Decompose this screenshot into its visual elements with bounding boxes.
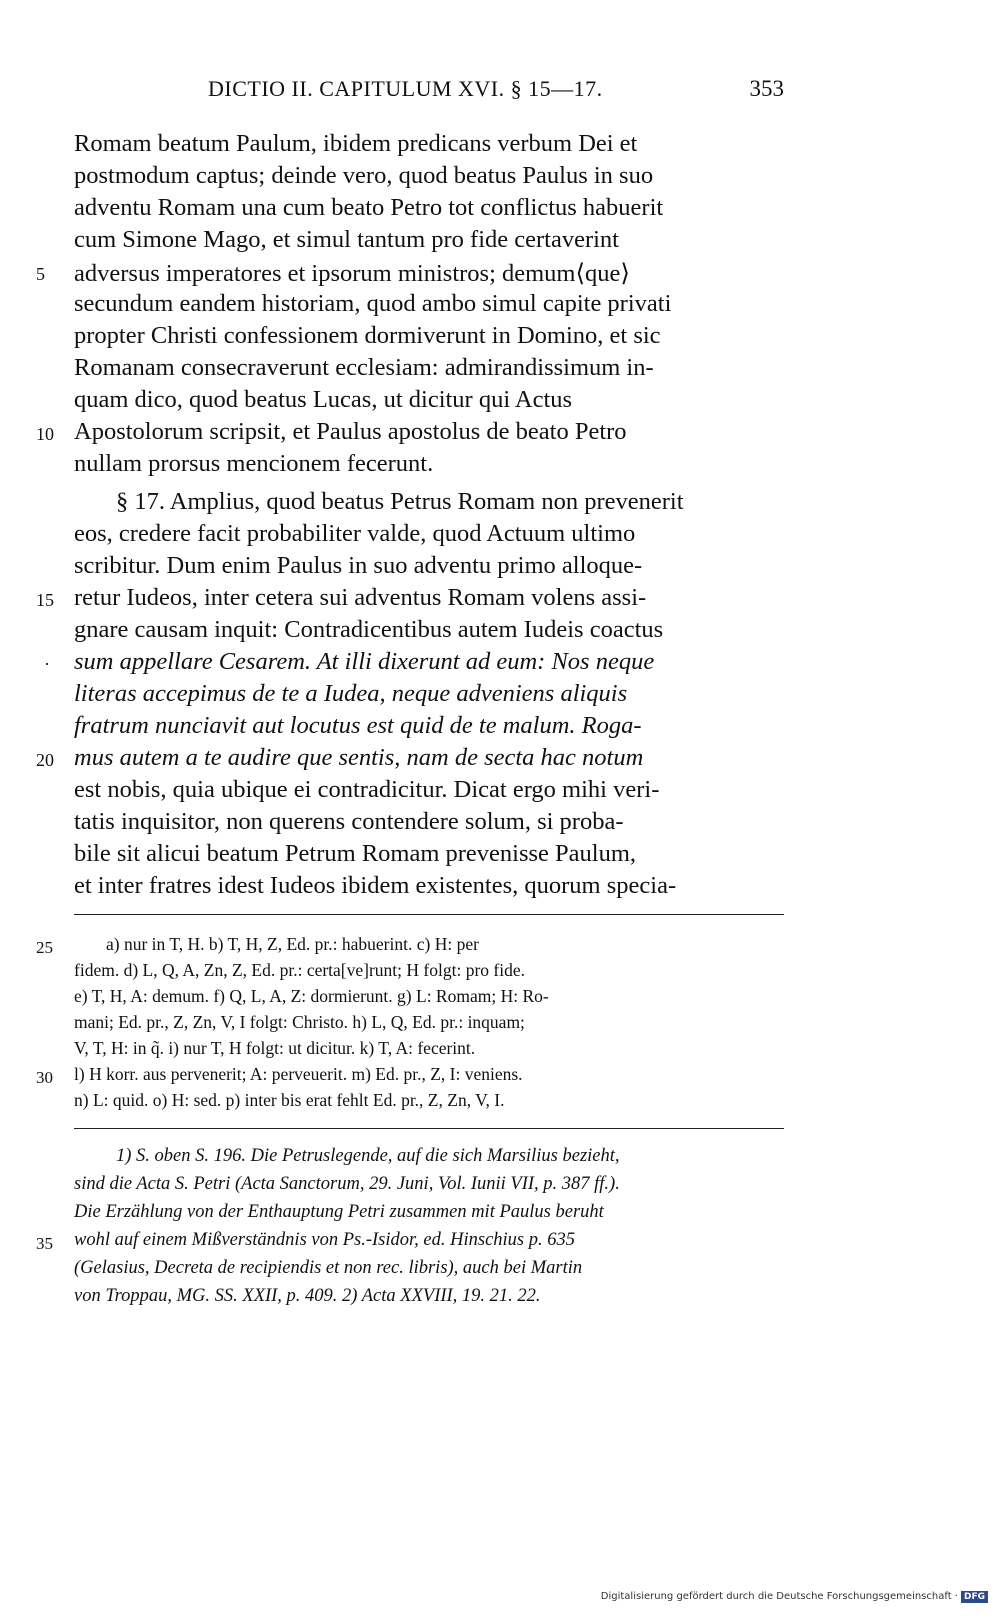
line-number: 5: [36, 264, 45, 284]
apparatus-rule: [74, 914, 784, 915]
note-line: sind die Acta S. Petri (Acta Sanctorum, 29. Juni, Vol. Iunii VII, p. 387 ff.).: [74, 1174, 620, 1194]
apparatus-line: l) H korr. aus pervenerit; A: perveuerit. m) Ed. pr., Z, I: veniens.: [74, 1064, 523, 1084]
text-line: Apostolorum scripsit, et Paulus apostolus de beato Petro: [74, 418, 627, 445]
apparatus-line: V, T, H: in q̃. i) nur T, H folgt: ut dicitur. k) T, A: fecerint.: [74, 1038, 476, 1058]
text-line: tatis inquisitor, non querens contendere solum, si proba-: [74, 808, 624, 835]
text-line: retur Iudeos, inter cetera sui adventus Romam volens assi-: [74, 584, 647, 611]
page-number: 353: [749, 76, 784, 101]
text-line: adversus imperatores et ipsorum ministros; demum⟨que⟩: [74, 260, 630, 287]
footer-text: Digitalisierung gefördert durch die Deutsche Forschungsgemeinschaft ·: [600, 1591, 958, 1602]
text-line: est nobis, quia ubique ei contradicitur. Dicat ergo mihi veri-: [74, 776, 660, 803]
text-line: propter Christi confessionem dormiverunt in Domino, et sic: [74, 322, 661, 349]
text-line: cum Simone Mago, et simul tantum pro fide certaverint: [74, 226, 619, 253]
text-line: Romam beatum Paulum, ibidem predicans verbum Dei et: [74, 130, 638, 157]
text-line: literas accepimus de te a Iudea, neque adveniens aliquis: [74, 680, 628, 707]
text-line: mus autem a te audire que sentis, nam de secta hac notum: [74, 744, 644, 771]
notes-rule: [74, 1128, 784, 1129]
text-line: quam dico, quod beatus Lucas, ut dicitur qui Actus: [74, 386, 573, 413]
text-line: eos, credere facit probabiliter valde, quod Actuum ultimo: [74, 520, 636, 547]
line-number: 15: [36, 590, 54, 610]
note-line: (Gelasius, Decreta de recipiendis et non rec. libris), auch bei Martin: [74, 1258, 583, 1278]
text-line: nullam prorsus mencionem fecerunt.: [74, 450, 434, 477]
line-number: 10: [36, 424, 54, 444]
apparatus-line: mani; Ed. pr., Z, Zn, V, I folgt: Christo. h) L, Q, Ed. pr.: inquam;: [74, 1012, 525, 1032]
text-line: et inter fratres idest Iudeos ibidem existentes, quorum specia-: [74, 872, 677, 899]
text-line: bile sit alicui beatum Petrum Romam prevenisse Paulum,: [74, 840, 637, 867]
header-title: DICTIO II. CAPITULUM XVI. § 15—17.: [208, 76, 603, 101]
note-line: Die Erzählung von der Enthauptung Petri zusammen mit Paulus beruht: [74, 1202, 604, 1222]
dfg-logo: DFG: [961, 1591, 988, 1603]
line-number: 20: [36, 750, 54, 770]
running-header: [74, 76, 784, 110]
apparatus-line: fidem. d) L, Q, A, Zn, Z, Ed. pr.: certa[ve]runt; H folgt: pro fide.: [74, 960, 525, 980]
line-number: 25: [36, 938, 53, 957]
apparatus-line: n) L: quid. o) H: sed. p) inter bis erat fehlt Ed. pr., Z, Zn, V, I.: [74, 1090, 505, 1110]
apparatus-line: a) nur in T, H. b) T, H, Z, Ed. pr.: habuerint. c) H: per: [106, 934, 479, 954]
line-number: 30: [36, 1068, 53, 1087]
note-line: wohl auf einem Mißverständnis von Ps.-Isidor, ed. Hinschius p. 635: [74, 1230, 575, 1250]
digitization-footer: [601, 1591, 988, 1603]
note-line: 1) S. oben S. 196. Die Petruslegende, auf die sich Marsilius bezieht,: [116, 1146, 620, 1166]
text-line: fratrum nunciavit aut locutus est quid de te malum. Roga-: [74, 712, 642, 739]
text-line: § 17. Amplius, quod beatus Petrus Romam non prevenerit: [116, 488, 684, 515]
text-line: gnare causam inquit: Contradicentibus autem Iudeis coactus: [74, 616, 664, 643]
text-line: Romanam consecraverunt ecclesiam: admirandissimum in-: [74, 354, 654, 381]
text-line: sum appellare Cesarem. At illi dixerunt ad eum: Nos neque: [74, 648, 655, 675]
text-line: postmodum captus; deinde vero, quod beatus Paulus in suo: [74, 162, 654, 189]
line-number: 35: [36, 1234, 53, 1253]
text-line: adventu Romam una cum beato Petro tot conflictus habuerit: [74, 194, 664, 221]
text-line: scribitur. Dum enim Paulus in suo adventu primo alloque-: [74, 552, 643, 579]
apparatus-line: e) T, H, A: demum. f) Q, L, A, Z: dormierunt. g) L: Romam; H: Ro-: [74, 986, 549, 1006]
note-line: von Troppau, MG. SS. XXII, p. 409. 2) Acta XXVIII, 19. 21. 22.: [74, 1286, 541, 1306]
margin-dot: ·: [44, 654, 50, 674]
text-line: secundum eandem historiam, quod ambo simul capite privati: [74, 290, 672, 317]
